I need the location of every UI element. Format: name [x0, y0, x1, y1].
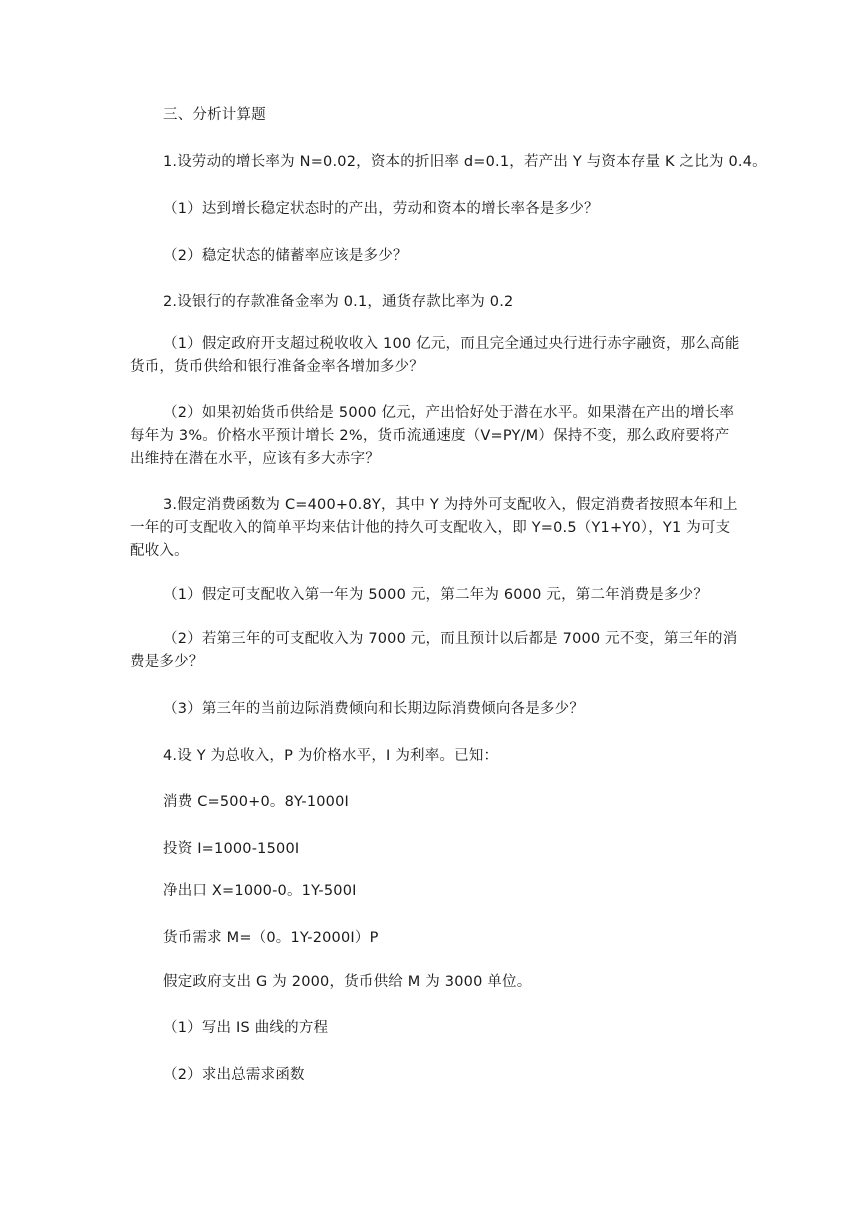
q4-stem: 4.设 Y 为总收入，P 为价格水平，I 为利率。已知：	[163, 748, 499, 764]
q4-investment: 投资 I=1000-1500I	[163, 841, 300, 857]
q3-sub1: （1）假定可支配收入第一年为 5000 元，第二年为 6000 元，第二年消费是多少？	[163, 587, 709, 603]
section-title: 三、分析计算题	[163, 107, 266, 123]
q3-sub2: （2）若第三年的可支配收入为 7000 元，而且预计以后都是 7000 元不变，第三年的消费是多少？	[130, 631, 738, 670]
q2-stem: 2.设银行的存款准备金率为 0.1，通货存款比率为 0.2	[163, 294, 514, 310]
q2-sub1: （1）假定政府开支超过税收收入 100 亿元，而且完全通过央行进行赤字融资，那么高能货币，货币供给和银行准备金率各增加多少？	[130, 336, 740, 375]
q4-net-exports: 净出口 X=1000-0。1Y-500I	[163, 883, 357, 899]
q4-sub1: （1）写出 IS 曲线的方程	[163, 1020, 329, 1036]
q4-assumption: 假定政府支出 G 为 2000，货币供给 M 为 3000 单位。	[163, 974, 532, 990]
q2-sub2: （2）如果初始货币供给是 5000 亿元，产出恰好处于潜在水平。如果潜在产出的增长率每年为 3%。价格水平预计增长 2%，货币流通速度（V=PY/M）保持不变，那么政府要将产出维持在潜在水平，应该有多大赤字？	[130, 405, 735, 467]
q3-stem: 3.假定消费函数为 C=400+0.8Y，其中 Y 为持外可支配收入，假定消费者按照本年和上一年的可支配收入的简单平均来估计他的持久可支配收入，即 Y=0.5（Y1+Y0），Y1 为可支配收入。	[130, 497, 738, 559]
q1-stem: 1.设劳动的增长率为 N=0.02，资本的折旧率 d=0.1，若产出 Y 与资本存量 K 之比为 0.4。	[163, 154, 767, 170]
q4-consumption: 消费 C=500+0。8Y-1000I	[163, 794, 350, 810]
q1-sub1: （1）达到增长稳定状态时的产出，劳动和资本的增长率各是多少？	[163, 201, 599, 217]
q4-sub2: （2）求出总需求函数	[163, 1067, 305, 1083]
q1-sub2: （2）稳定状态的储蓄率应该是多少？	[163, 248, 408, 264]
q3-sub3: （3）第三年的当前边际消费倾向和长期边际消费倾向各是多少？	[163, 701, 585, 717]
q4-money-demand: 货币需求 M=（0。1Y-2000I）P	[163, 930, 379, 946]
